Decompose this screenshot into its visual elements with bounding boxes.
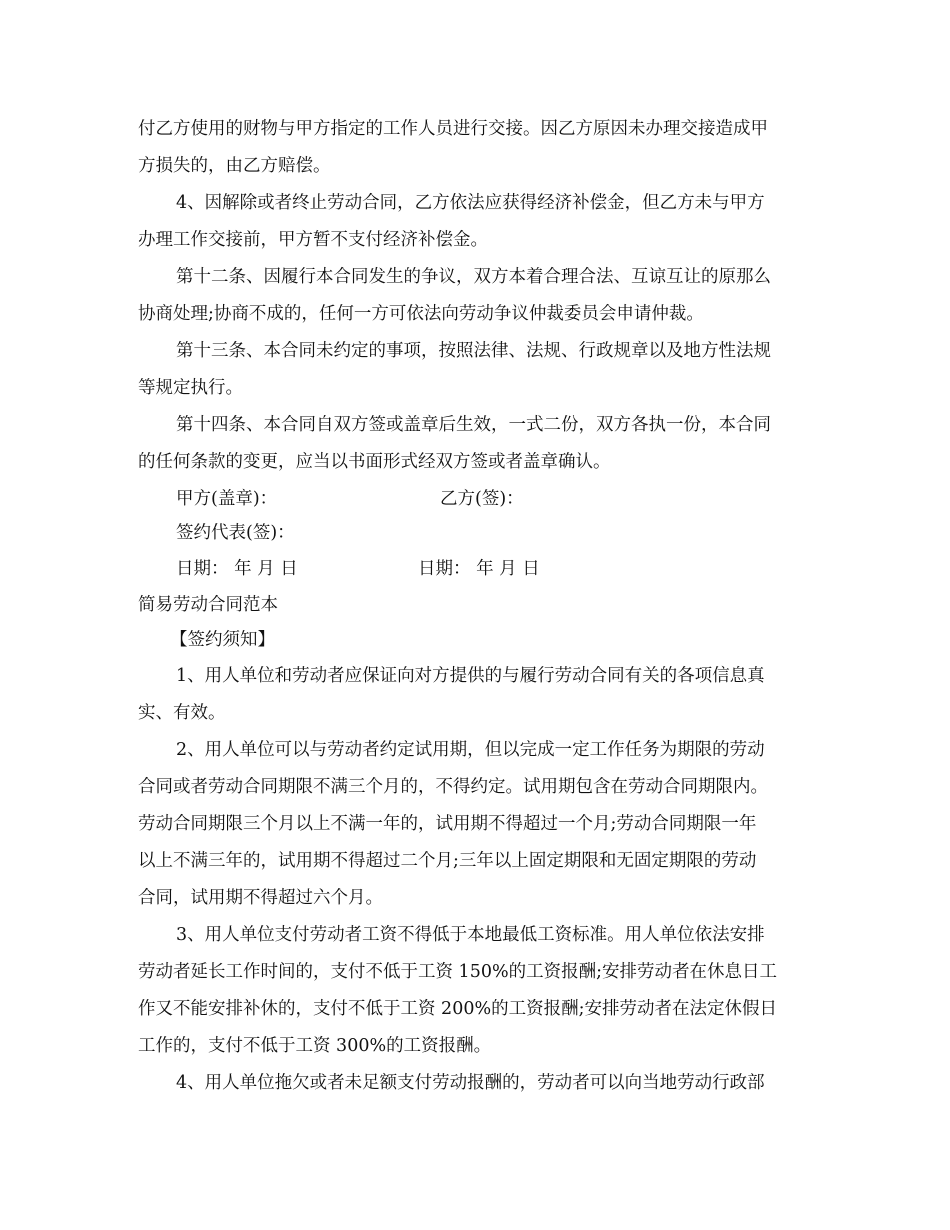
representative-signature: 签约代表(签)： (176, 523, 295, 543)
paragraph-line: 4、用人单位拖欠或者未足额支付劳动报酬的，劳动者可以向当地劳动行政部 (176, 1073, 765, 1093)
paragraph-line: 协商处理;协商不成的，任何一方可依法向劳动争议仲裁委员会申请仲裁。 (138, 304, 704, 324)
paragraph-line: 以上不满三年的，试用期不得超过二个月;三年以上固定期限和无固定期限的劳动 (138, 851, 757, 871)
paragraph-line: 劳动者延长工作时间的，支付不低于工资 150%的工资报酬;安排劳动者在休息日工 (138, 962, 777, 982)
paragraph-line: 办理工作交接前，甲方暂不支付经济补偿金。 (138, 230, 488, 250)
section-title: 简易劳动合同范本 (138, 595, 278, 615)
paragraph-line: 劳动合同期限三个月以上不满一年的，试用期不得超过一个月;劳动合同期限一年 (138, 814, 757, 834)
party-b-signature: 乙方(签)： (440, 489, 524, 509)
paragraph-line: 付乙方使用的财物与甲方指定的工作人员进行交接。因乙方原因未办理交接造成甲 (138, 119, 768, 139)
paragraph-line: 第十二条、因履行本合同发生的争议，双方本着合理合法、互谅互让的原那么 (176, 267, 771, 287)
party-b-date: 日期： 年 月 日 (418, 559, 540, 579)
paragraph-line: 实、有效。 (138, 703, 226, 723)
party-a-signature: 甲方(盖章)： (176, 489, 278, 509)
paragraph-line: 方损失的，由乙方赔偿。 (138, 156, 331, 176)
paragraph-line: 合同或者劳动合同期限不满三个月的，不得约定。试用期包含在劳动合同期限内。 (138, 777, 768, 797)
paragraph-line: 工作的，支付不低于工资 300%的工资报酬。 (138, 1036, 492, 1056)
paragraph-line: 作又不能安排补休的，支付不低于工资 200%的工资报酬;安排劳动者在法定休假日 (138, 999, 777, 1019)
paragraph-line: 的任何条款的变更，应当以书面形式经双方签或者盖章确认。 (138, 452, 611, 472)
notice-heading: 【签约须知】 (170, 630, 275, 650)
paragraph-line: 1、用人单位和劳动者应保证向对方提供的与履行劳动合同有关的各项信息真 (176, 666, 765, 686)
paragraph-line: 3、用人单位支付劳动者工资不得低于本地最低工资标准。用人单位依法安排 (176, 925, 765, 945)
paragraph-line: 2、用人单位可以与劳动者约定试用期，但以完成一定工作任务为期限的劳动 (176, 740, 765, 760)
paragraph-line: 4、因解除或者终止劳动合同，乙方依法应获得经济补偿金，但乙方未与甲方 (176, 193, 765, 213)
paragraph-line: 第十三条、本合同未约定的事项，按照法律、法规、行政规章以及地方性法规 (176, 341, 771, 361)
paragraph-line: 第十四条、本合同自双方签或盖章后生效，一式二份，双方各执一份，本合同 (176, 415, 771, 435)
party-a-date: 日期： 年 月 日 (176, 559, 298, 579)
paragraph-line: 合同，试用期不得超过六个月。 (138, 888, 383, 908)
paragraph-line: 等规定执行。 (138, 378, 243, 398)
